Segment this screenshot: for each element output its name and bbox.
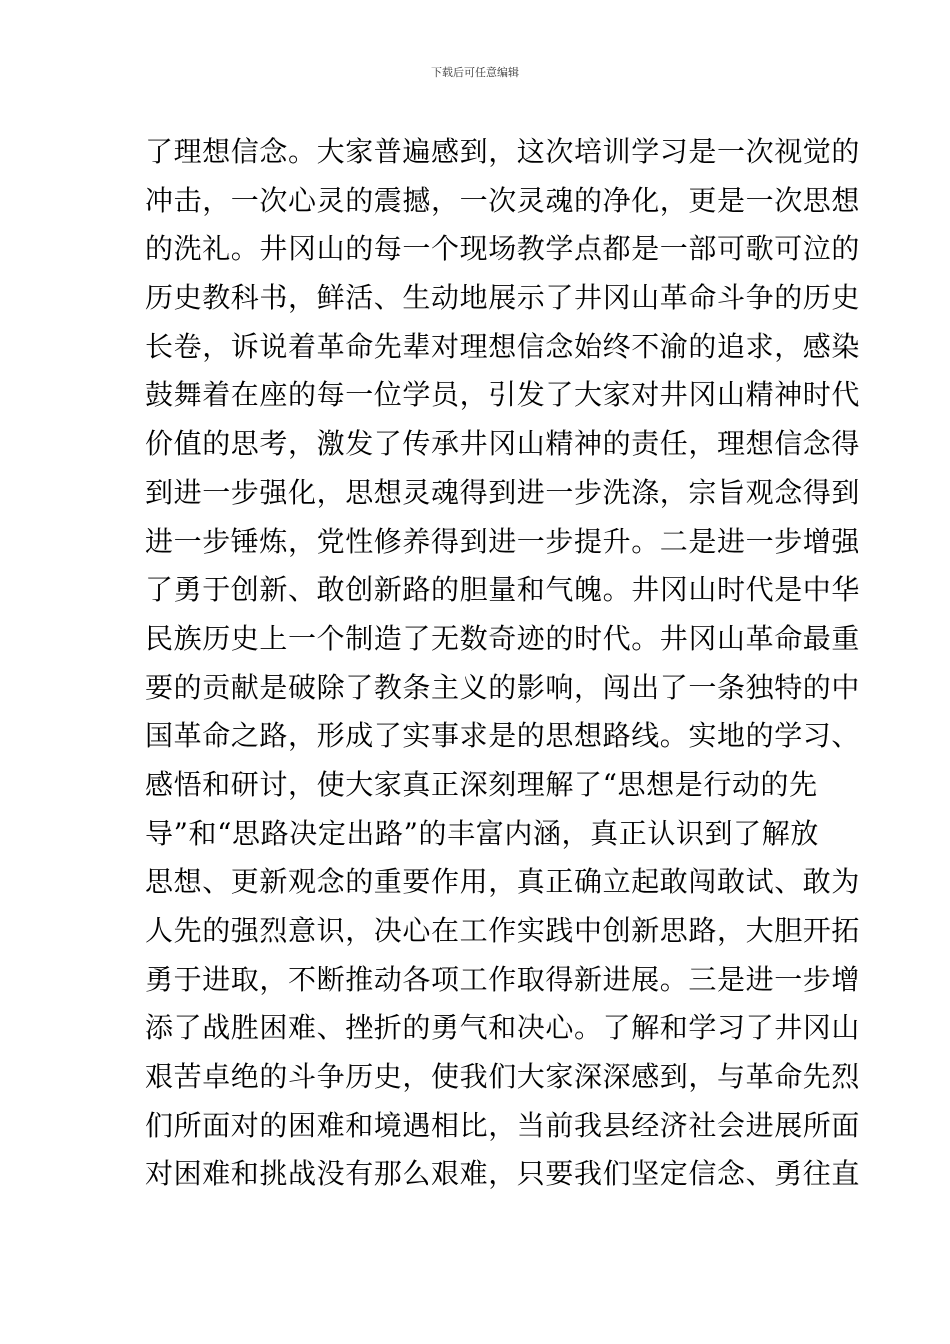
text-line: 艰苦卓绝的斗争历史，使我们大家深深感到，与革命先烈	[145, 1060, 861, 1094]
text-line: 添了战胜困难、挫折的勇气和决心。了解和学习了井冈山	[145, 1011, 861, 1045]
page-header: 下载后可任意编辑	[431, 66, 519, 79]
text-line: 的洗礼。井冈山的每一个现场教学点都是一部可歌可泣的	[145, 232, 861, 266]
text-line: 价值的思考，激发了传承井冈山精神的责任，理想信念得	[145, 427, 861, 461]
text-line: 鼓舞着在座的每一位学员，引发了大家对井冈山精神时代	[145, 378, 861, 412]
text-line: 冲击，一次心灵的震撼，一次灵魂的净化，更是一次思想	[145, 183, 861, 217]
text-line: 国革命之路，形成了实事求是的思想路线。实地的学习、	[145, 719, 861, 753]
text-line: 导”和“思路决定出路”的丰富内涵，真正认识到了解放	[145, 816, 819, 850]
text-line: 长卷，诉说着革命先辈对理想信念始终不渝的追求，感染	[145, 329, 861, 363]
text-line: 进一步锤炼，党性修养得到进一步提升。二是进一步增强	[145, 524, 861, 558]
text-line: 对困难和挑战没有那么艰难，只要我们坚定信念、勇往直	[145, 1157, 861, 1191]
body-text	[145, 128, 861, 1199]
text-line: 要的贡献是破除了教条主义的影响，闯出了一条独特的中	[145, 670, 861, 704]
text-line: 到进一步强化，思想灵魂得到进一步洗涤，宗旨观念得到	[145, 475, 861, 509]
text-line: 们所面对的困难和境遇相比，当前我县经济社会进展所面	[145, 1108, 861, 1142]
text-line: 民族历史上一个制造了无数奇迹的时代。井冈山革命最重	[145, 621, 861, 655]
text-line: 人先的强烈意识，决心在工作实践中创新思路，大胆开拓	[145, 914, 861, 947]
text-line: 勇于进取，不断推动各项工作取得新进展。三是进一步增	[145, 962, 861, 996]
text-line: 感悟和研讨，使大家真正深刻理解了“思想是行动的先	[145, 767, 818, 801]
text-line: 了理想信念。大家普遍感到，这次培训学习是一次视觉的	[145, 135, 861, 168]
text-line: 历史教科书，鲜活、生动地展示了井冈山革命斗争的历史	[145, 281, 861, 315]
text-line: 思想、更新观念的重要作用，真正确立起敢闯敢试、敢为	[145, 865, 861, 899]
text-line: 了勇于创新、敢创新路的胆量和气魄。井冈山时代是中华	[145, 573, 861, 607]
